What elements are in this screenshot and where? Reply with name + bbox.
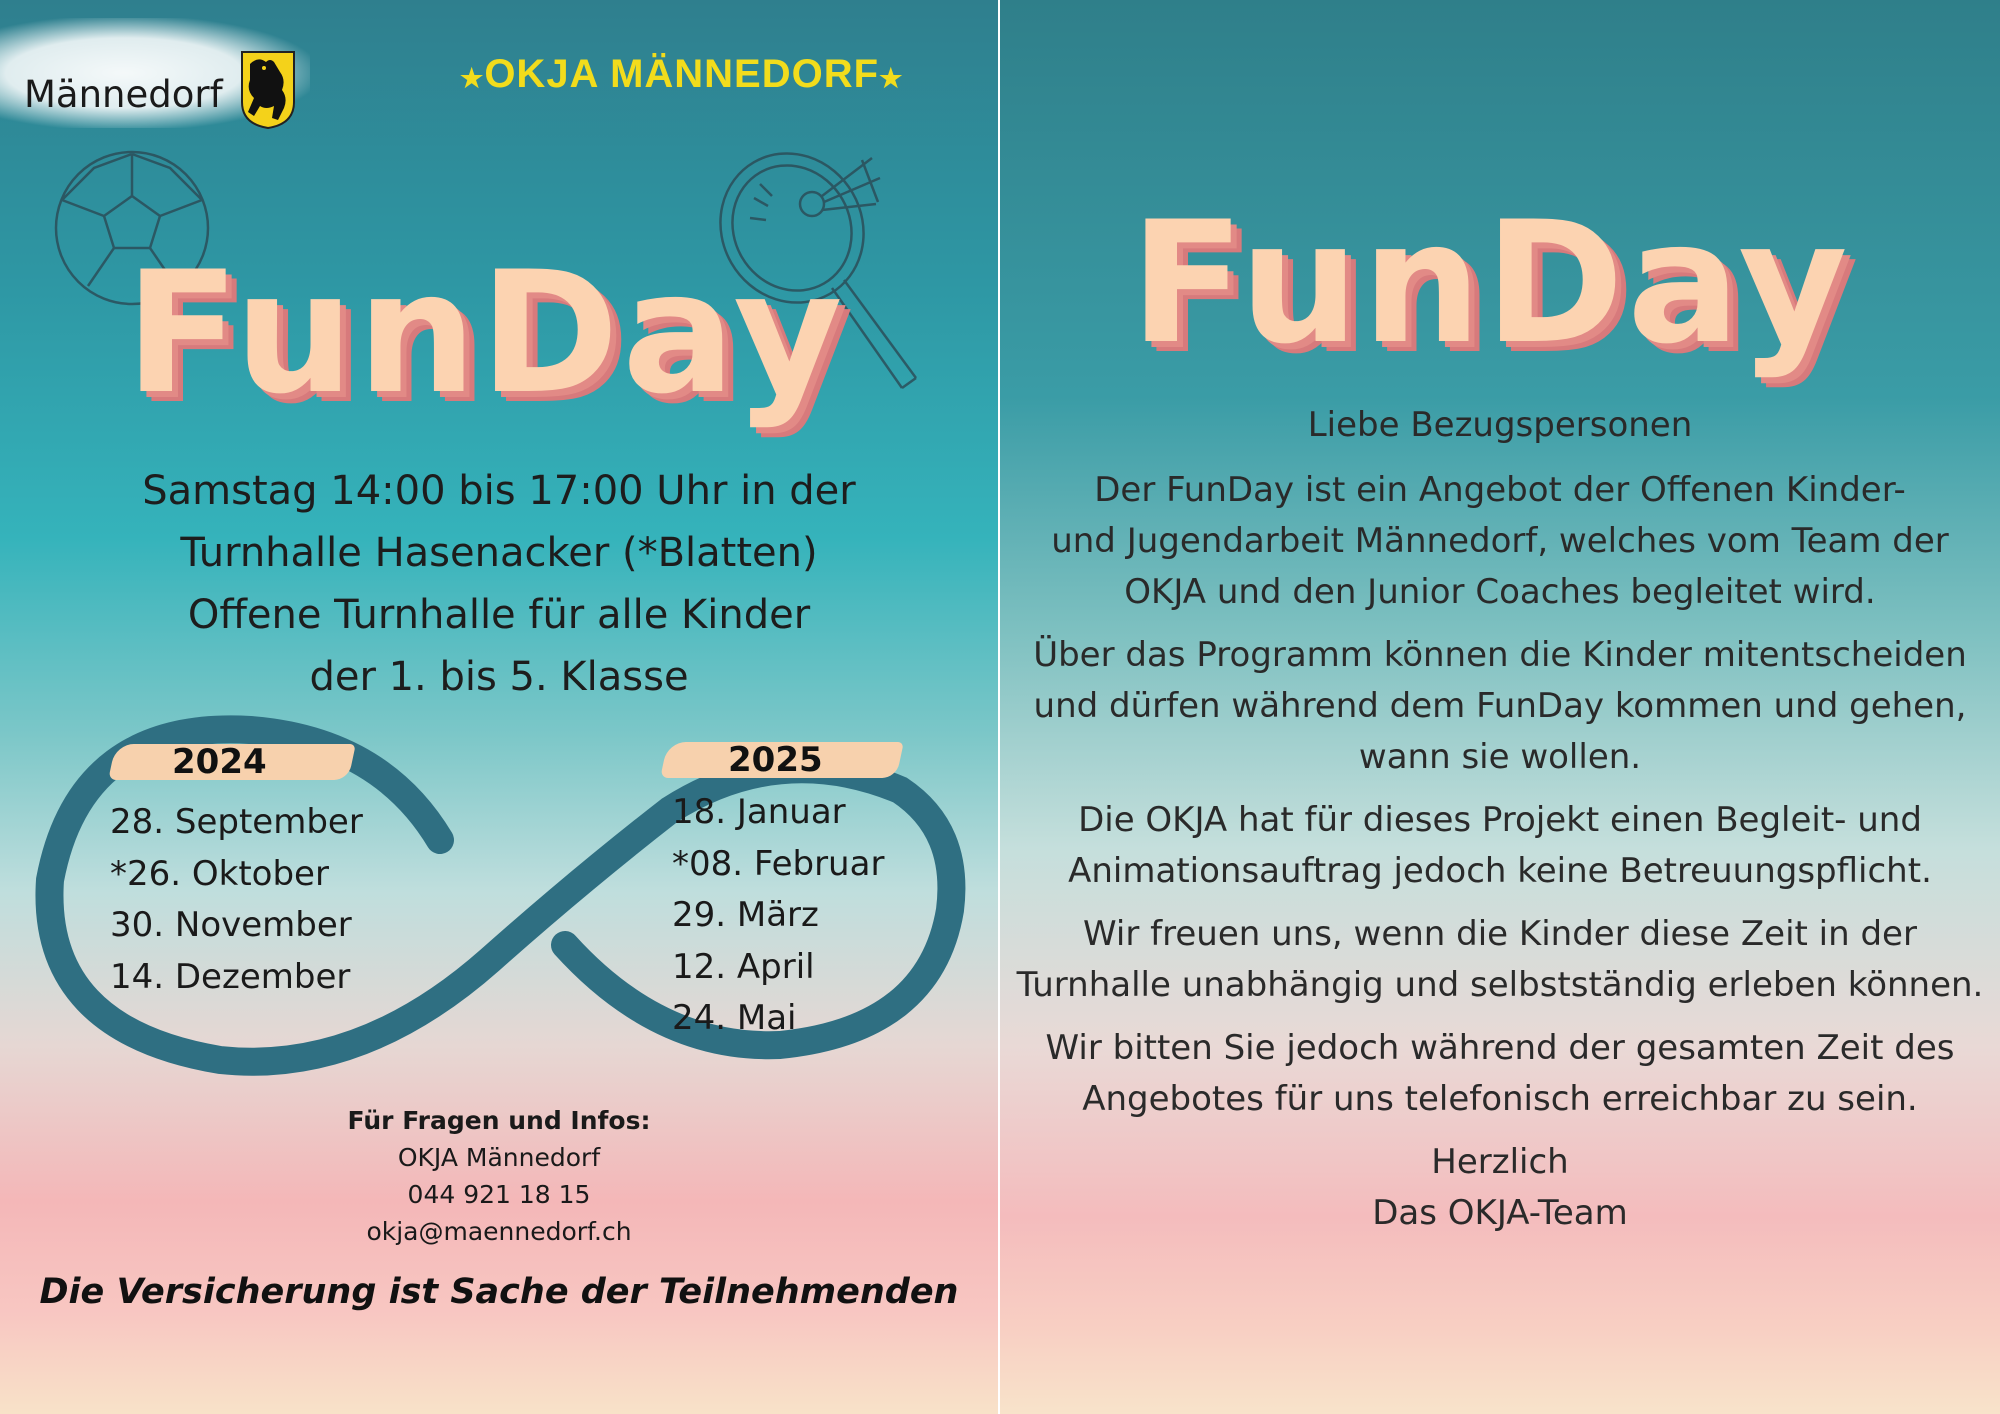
- left-flyer-page: [0, 0, 998, 1414]
- bear-crest-icon: [240, 50, 296, 130]
- paragraph-line: Angebotes für uns telefonisch erreichbar zu sein.: [1082, 1079, 1918, 1119]
- info-line: Offene Turnhalle für alle Kinder: [187, 592, 811, 638]
- info-line: Turnhalle Hasenacker (*Blatten): [180, 530, 818, 576]
- paragraph: [1000, 465, 2000, 618]
- contact-org: OKJA Männedorf: [397, 1143, 601, 1172]
- paragraph-line: Der FunDay ist ein Angebot der Offenen Kinder-: [1094, 470, 1906, 510]
- closing: Herzlich: [1431, 1142, 1569, 1182]
- contact-heading: Für Fragen und Infos:: [347, 1106, 651, 1135]
- date-item: 29. März: [672, 895, 819, 935]
- date-item: 18. Januar: [672, 792, 846, 832]
- paragraph-line: OKJA und den Junior Coaches begleitet wird.: [1124, 572, 1876, 612]
- paragraph-line: Die OKJA hat für dieses Projekt einen Begleit- und: [1078, 800, 1922, 840]
- paragraph-line: Wir bitten Sie jedoch während der gesamten Zeit des: [1045, 1028, 1955, 1068]
- paragraph: [1000, 909, 2000, 1011]
- paragraph: [1000, 1023, 2000, 1125]
- paragraph-line: Turnhalle unabhängig und selbstständig erleben können.: [1016, 965, 1984, 1005]
- year-2025: 2025: [728, 740, 823, 780]
- paragraph-line: und dürfen während dem FunDay kommen und gehen,: [1033, 686, 1967, 726]
- right-letter-page: [1000, 0, 2000, 1414]
- date-item: 28. September: [110, 802, 363, 842]
- date-item: 30. November: [110, 905, 352, 945]
- info-line: Samstag 14:00 bis 17:00 Uhr in der: [142, 468, 856, 514]
- logo-text: Männedorf: [24, 73, 223, 116]
- paragraph-line: und Jugendarbeit Männedorf, welches vom Team der: [1051, 521, 1949, 561]
- left-title: FunDay: [125, 235, 846, 431]
- paragraph: [1000, 630, 2000, 783]
- signature: Das OKJA-Team: [1372, 1193, 1628, 1233]
- insurance-note: Die Versicherung ist Sache der Teilnehmenden: [39, 1272, 959, 1312]
- paragraph: [1000, 795, 2000, 897]
- dates-2025: [672, 787, 884, 1045]
- paragraph-line: Animationsauftrag jedoch keine Betreuungspflicht.: [1068, 851, 1932, 891]
- contact-email: okja@maennedorf.ch: [366, 1217, 632, 1246]
- date-item: 24. Mai: [672, 998, 797, 1038]
- contact-phone: 044 921 18 15: [407, 1180, 591, 1209]
- info-line: der 1. bis 5. Klasse: [309, 654, 689, 700]
- date-item: *08. Februar: [672, 843, 885, 884]
- event-info: [0, 460, 998, 708]
- paragraph-line: Wir freuen uns, wenn die Kinder diese Zeit in der: [1083, 914, 1917, 954]
- paragraph-line: Über das Programm können die Kinder mitentscheiden: [1033, 635, 1967, 675]
- year-2024: 2024: [172, 742, 267, 782]
- date-item: 12. April: [672, 946, 815, 987]
- municipality-logo: [0, 18, 310, 128]
- contact-block: [0, 1102, 998, 1250]
- greeting: Liebe Bezugspersonen: [1307, 405, 1693, 445]
- paragraph-line: wann sie wollen.: [1358, 737, 1642, 777]
- letter-body: [1000, 400, 2000, 1239]
- date-item: 14. Dezember: [110, 956, 351, 997]
- star-icon: ★: [879, 63, 904, 93]
- star-icon: ★: [460, 63, 485, 93]
- date-item: *26. Oktober: [110, 853, 329, 894]
- brand-text: OKJA MÄNNEDORF: [484, 52, 880, 96]
- dates-2024: [110, 797, 363, 1003]
- right-title: FunDay: [1130, 185, 1851, 381]
- okja-brand: [460, 52, 903, 97]
